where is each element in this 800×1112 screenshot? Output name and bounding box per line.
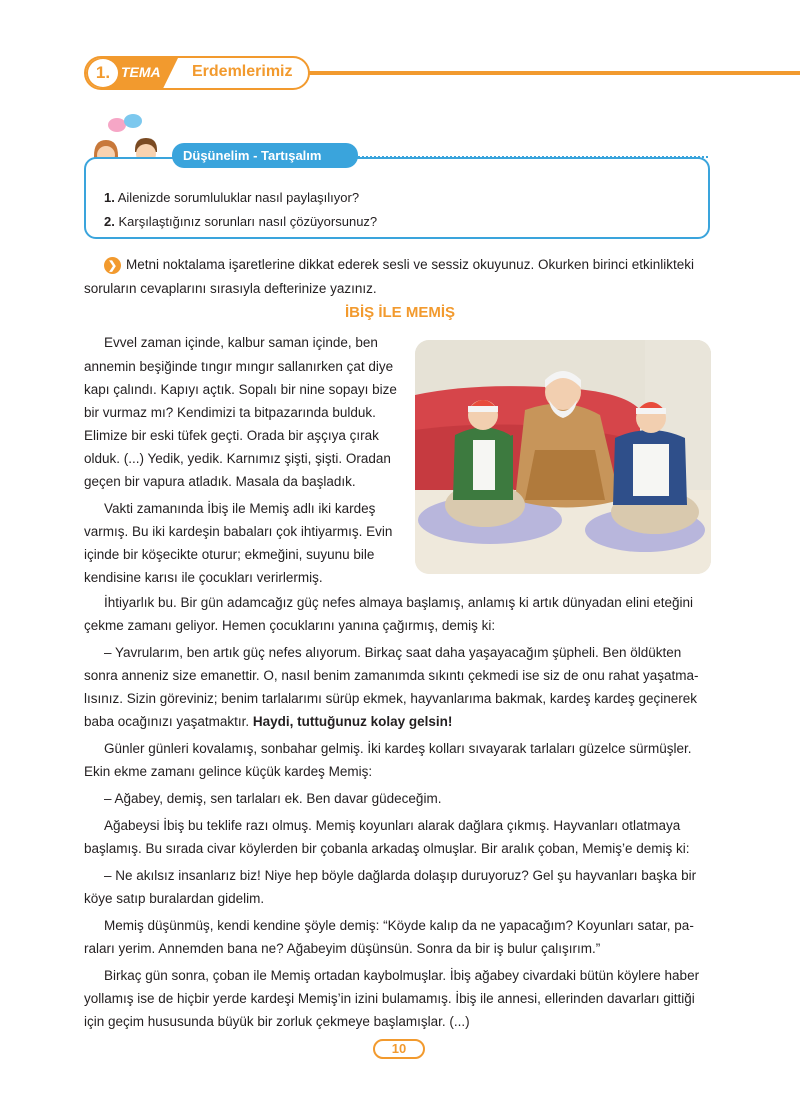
theme-number: 1. [88, 59, 118, 87]
story-line: Vakti zamanında İbiş ile Memiş adlı iki kardeş [104, 501, 376, 516]
story-line: İhtiyarlık bu. Bir gün adamcağız güç nefes almaya başlamış, anlamış ki artık dünyadan elini eteğini [104, 595, 694, 610]
story-line: baba ocağınızı yaşatmaktır. Haydi, tuttuğunuz kolay gelsin! [84, 714, 453, 729]
story-line: geçen bir vapura atladık. Masala da başladık. [84, 474, 356, 489]
theme-title: Erdemlerimiz [192, 63, 293, 80]
story-line: kendisine karısı ile çocukları verirlermiş. [84, 570, 323, 585]
story-line: – Ne akılsız insanlarız biz! Niye hep böyle dağlarda dolaşıp duruyoruz? Gel şu hayvanları başka bir [104, 868, 697, 883]
story-line: bir vurmaz mı? Kendimizi ta bitpazarında bulduk. [84, 405, 376, 420]
discussion-question: 2. Karşılaştığınız sorunları nasıl çözüyorsunuz? [104, 214, 378, 229]
story-line: annemin beşiğinde tıngır mıngır sallanırken çat diye [84, 359, 394, 374]
discussion-question: 1. Ailenizde sorumluluklar nasıl paylaşılıyor? [104, 190, 360, 205]
story-title: İBİŞ İLE MEMİŞ [344, 304, 455, 321]
story-line: kapı çalındı. Kapıyı açtık. Sopalı bir nine sopayı bize [84, 382, 397, 397]
story-line: Elimize bir eski tüfek geçti. Orada bir aşçıya çırak [84, 428, 379, 443]
story-line: Günler günleri kovalamış, sonbahar gelmiş. İki kardeş kolları sıvayarak tarlaları güzelce sürmüşler. [104, 741, 692, 756]
story-line: – Yavrularım, ben artık güç nefes alıyorum. Birkaç saat daha yaşayacağım şüpheli. Ben öldükten [104, 645, 682, 660]
instruction-text: Metni noktalama işaretlerine dikkat ederek sesli ve sessiz okuyunuz. Okurken birinci etkinlikteki [126, 257, 694, 272]
story-line: olduk. (...) Yedik, yedik. Karnımız şişti, şişti. Oradan [84, 451, 391, 466]
story-line: içinde bir köşecikte oturur; ekmeğini, suyunu bile [84, 547, 375, 562]
story-line: Ekin ekme zamanı gelince küçük kardeş Memiş: [84, 764, 373, 779]
story-line: başlamış. Bu sırada civar köylerden bir çobanla arkadaş olmuşlar. Bir aralık çoban, Memiş’e demiş ki: [84, 841, 690, 856]
story-line: Birkaç gün sonra, çoban ile Memiş ortadan kaybolmuşlar. İbiş ağabey civardaki bütün köylere haber [104, 968, 700, 983]
chevron-right-icon: ❯ [104, 257, 121, 274]
story-line: lısınız. Sizin göreviniz; benim tarlalarımı sürüp ekmek, hayvanlarıma bakmak, kardeş kardeş geçinerek [84, 691, 698, 706]
story-line: Evvel zaman içinde, kalbur saman içinde, ben [104, 335, 378, 350]
story-line: Memiş düşünmüş, kendi kendine şöyle demiş: “Köyde kalıp da ne yapacağım? Koyunları satar, pa- [104, 918, 694, 933]
discussion-heading: Düşünelim - Tartışalım [183, 148, 322, 163]
header-rule [300, 71, 800, 75]
story-line: Ağabeysi İbiş bu teklife razı olmuş. Memiş koyunları alarak dağlara çıkmış. Hayvanları otlatmaya [104, 818, 681, 833]
story-line: – Ağabey, demiş, sen tarlaları ek. Ben davar güdeceğim. [104, 791, 442, 806]
speech-bubble-icon [124, 114, 142, 128]
page-number: 10 [373, 1039, 425, 1059]
theme-label: TEMA [121, 64, 161, 80]
story-line: sonra anneniz size emanettir. O, nasıl benim zamanımda sıkıntı çekmedi ise siz de onu rahat yaşatma- [84, 668, 699, 683]
story-line: raları yerim. Annemden bana ne? Ağabeyim düşünsün. Sonra da bir iş bulur çalışırım.” [84, 941, 601, 956]
story-line: varmış. Bu iki kardeşin babaları çok ihtiyarmış. Evin [84, 524, 393, 539]
instruction-text: soruların cevaplarını sırasıyla defterinize yazınız. [84, 281, 377, 296]
story-line: köye satıp buralardan gidelim. [84, 891, 265, 906]
story-line: için geçim hususunda büyük bir zorluk çekmeye başlamışlar. (...) [84, 1014, 470, 1029]
story-emphasis: Haydi, tuttuğunuz kolay gelsin! [252, 714, 453, 729]
dotted-divider [358, 156, 708, 158]
story-illustration [415, 340, 711, 574]
story-line: yollamış ise de hiçbir yerde kardeşi Memiş’in izini bulamamış. İbiş ile annesi, ellerinden davarları gittiği [84, 991, 695, 1006]
story-line: çekme zamanı geliyor. Hemen çocuklarını yanına çağırmış, demiş ki: [84, 618, 496, 633]
